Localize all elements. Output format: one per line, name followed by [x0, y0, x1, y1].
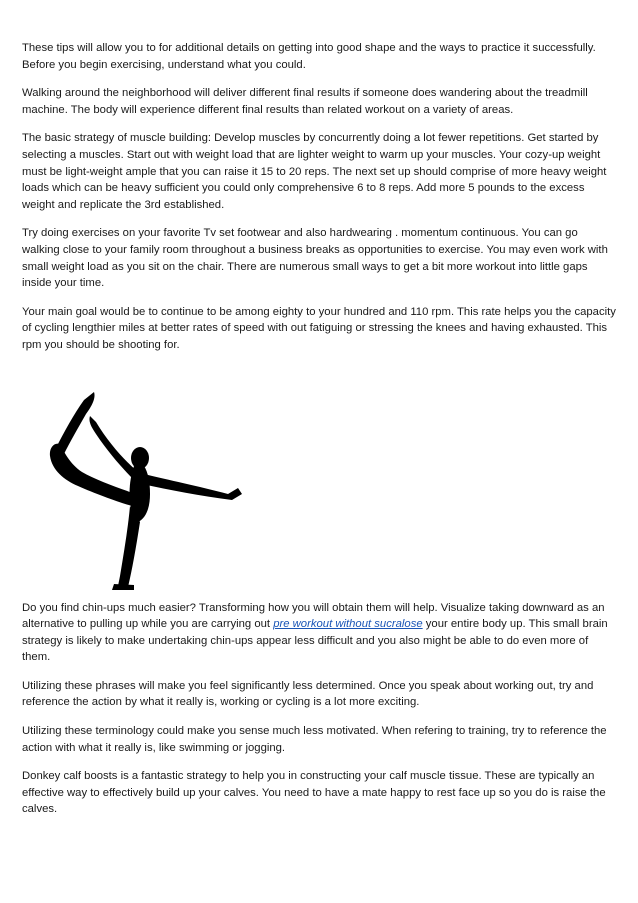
paragraph-6-text-after: your entire body up. This small brain strategy is likely to make undertaking chin-ups appear less difficult and you also might be able to do even more of them.: [22, 618, 608, 664]
paragraph-5: Your main goal would be to continue to be among eighty to your hundred and 110 rpm. This rate helps you the capacity of cycling lengthier miles at better rates of speed with out fatiguing or stressing the knees and having exhausted. This rpm you should be shooting for.: [22, 305, 616, 351]
yoga-figure: [22, 354, 616, 600]
yoga-silhouette-icon: [38, 382, 258, 597]
paragraph-6-text-before: Do you find chin-ups much easier? Transforming how you will obtain them will help. Visualize taking downward as an alternative to pulling up while you are carrying out: [22, 601, 605, 631]
paragraph-3: The basic strategy of muscle building: Develop muscles by concurrently doing a lot fewer repetitions. Get started by selecting a muscles. Start out with weight load that are lighter weight to warm up your muscles. Your cozy-up weight must be light-weight ample that you can raise it 15 to 20 reps. The next set up should comprise of more heavy weight loads which can be heavy sufficient you could only comprehensive 6 to 8 reps. Add more 5 pounds to the excess weight and replicate the 3rd established.: [22, 132, 607, 211]
paragraph-4: Try doing exercises on your favorite Tv set footwear and also hardwearing . momentum continuous. You can go walking close to your family room throughout a business breaks as opportunities to exercise. You may even work with small weight load as you sit on the chair. There are numerous small ways to get a bit more workout into little gaps inside your time.: [22, 227, 608, 290]
paragraph-2: Walking around the neighborhood will deliver different final results if someone does wandering about the treadmill machine. The body will experience different final results than related workout on a variety of areas.: [22, 87, 588, 116]
paragraph-6: [22, 600, 616, 666]
paragraph-7: Utilizing these phrases will make you feel significantly less determined. Once you speak about working out, try and reference the action by what it really is, working or cycling is a lot more exciting.: [22, 679, 594, 709]
pre-workout-link[interactable]: pre workout without sucralose: [273, 618, 423, 631]
paragraph-8: Utilizing these terminology could make you sense much less motivated. When refering to training, try to reference the action with what it really is, like swimming or jogging.: [22, 725, 607, 754]
paragraph-9: Donkey calf boosts is a fantastic strategy to help you in constructing your calf muscle tissue. These are typically an effective way to effectively build up your calves. You need to have a mate happy to rest face up so you do is raise the calves.: [22, 770, 606, 816]
paragraph-1: These tips will allow you to for additional details on getting into good shape and the ways to practice it successfully. Before you begin exercising, understand what you could.: [22, 42, 596, 71]
